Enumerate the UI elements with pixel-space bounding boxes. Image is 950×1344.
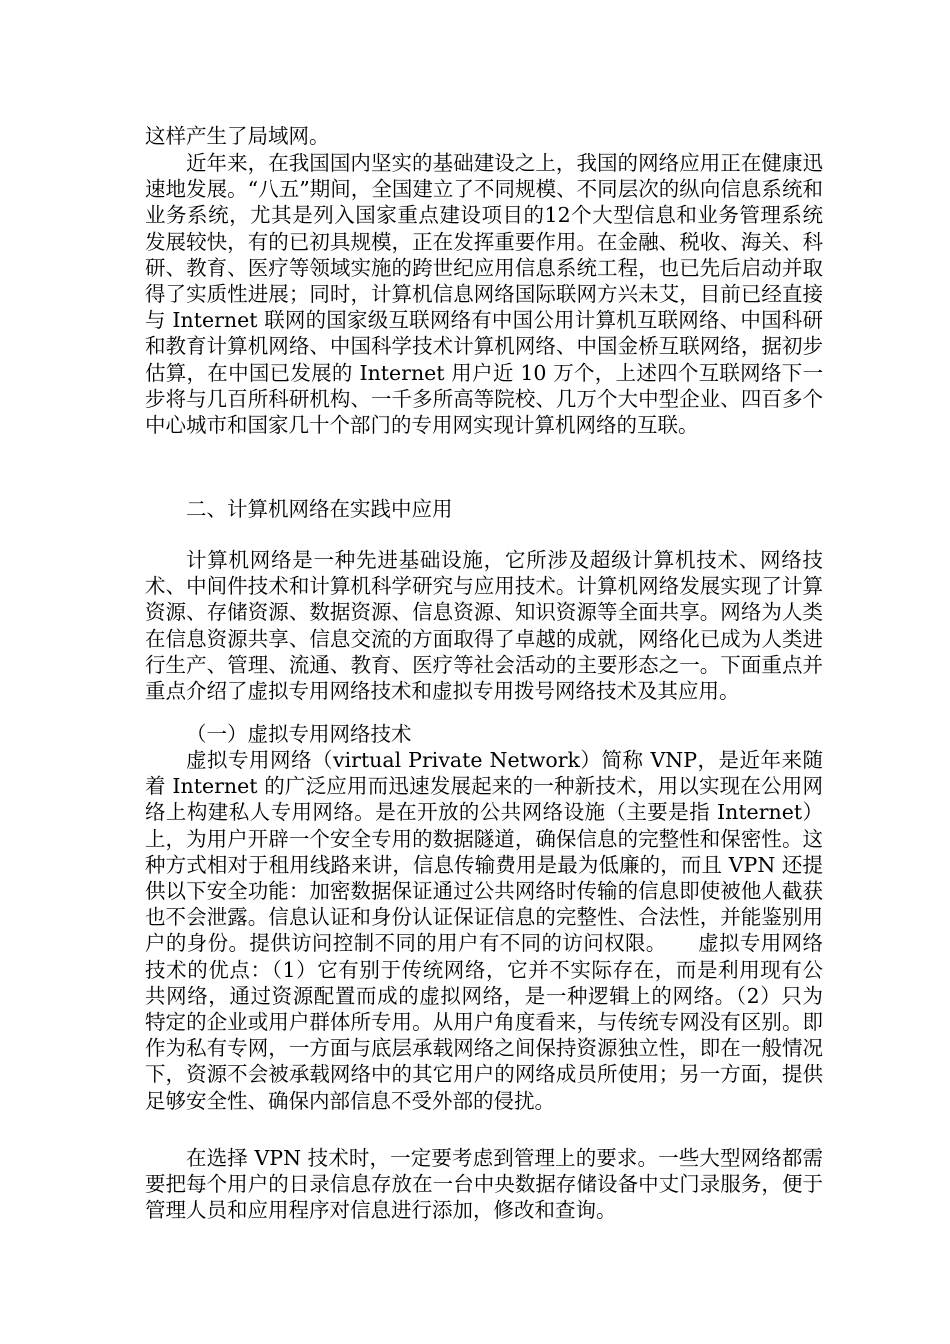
paragraph-network-infrastructure: 计算机网络是一种先进基础设施，它所涉及超级计算机技术、网络技术、中间件技术和计算机科学研究与应用技术。计算机网络发展实现了计算资源、存储资源、数据资源、信息资源、知识资源等全面共享。网络为人类在信息资源共享、信息交流的方面取得了卓越的成就，网络化已成为人类进行生产、管理、流通、教育、医疗等社会活动的主要形态之一。下面重点并重点介绍了虚拟专用网络技术和虚拟专用拨号网络技术及其应用。 (145, 548, 823, 704)
paragraph-network-development: 近年来，在我国国内坚实的基础建设之上，我国的网络应用正在健康迅速地发展。“八五”期间，全国建立了不同规模、不同层次的纵向信息系统和业务系统，尤其是列入国家重点建设项目的12个大型信息和业务管理系统发展较快，有的已初具规模，正在发挥重要作用。在金融、税收、海关、科研、教育、医疗等领域实施的跨世纪应用信息系统工程，也已先后启动并取得了实质性进展；同时，计算机信息网络国际联网方兴未艾，目前已经直接与 Internet 联网的国家级互联网络有中国公用计算机互联网络、中国科研和教育计算机网络、中国科学技术计算机网络、中国金桥互联网络，据初步估算，在中国已发展的 Internet 用户近 10 万个，上述四个互联网络下一步将与几百所科研机构、一千多所高等院校、几万个大中型企业、四百多个中心城市和国家几十个部门的专用网实现计算机网络的互联。 (145, 151, 823, 438)
subsection-heading: （一）虚拟专用网络技术 (186, 722, 412, 746)
paragraph-vpn-description: 虚拟专用网络（virtual Private Network）简称 VNP，是近年来随着 Internet 的广泛应用而迅速发展起来的一种新技术，用以实现在公用网络上构建私人专用网络。是在开放的公共网络设施（主要是指 Internet）上，为用户开辟一个安全专用的数据隧道，确保信息的完整性和保密性。这种方式相对于租用线路来讲，信息传输费用是最为低廉的，而且 VPN 还提供以下安全功能：加密数据保证通过公共网络时传输的信息即使被他人截获也不会泄露。信息认证和身份认证保证信息的完整性、合法性，并能鉴别用户的身份。提供访问控制不同的用户有不同的访问权限。 虚拟专用网络技术的优点：（1）它有别于传统网络，它并不实际存在，而是利用现有公共网络，通过资源配置而成的虚拟网络，是一种逻辑上的网络。（2）只为特定的企业或用户群体所专用。从用户角度看来，与传统专网没有区别。即作为私有专网，一方面与底层承载网络之间保持资源独立性，即在一般情况下，资源不会被承载网络中的其它用户的网络成员所使用；另一方面，提供足够安全性、确保内部信息不受外部的侵扰。 (145, 748, 823, 1113)
paragraph-vpn-management: 在选择 VPN 技术时，一定要考虑到管理上的要求。一些大型网络都需要把每个用户的日录信息存放在一台中央数据存储设备中丈门录服务，便于管理人员和应用程序对信息进行添加，修改和查询。 (145, 1146, 823, 1223)
section-heading: 二、计算机网络在实践中应用 (186, 497, 453, 521)
paragraph-intro-tail: 这样产生了局域网。 (145, 124, 330, 148)
